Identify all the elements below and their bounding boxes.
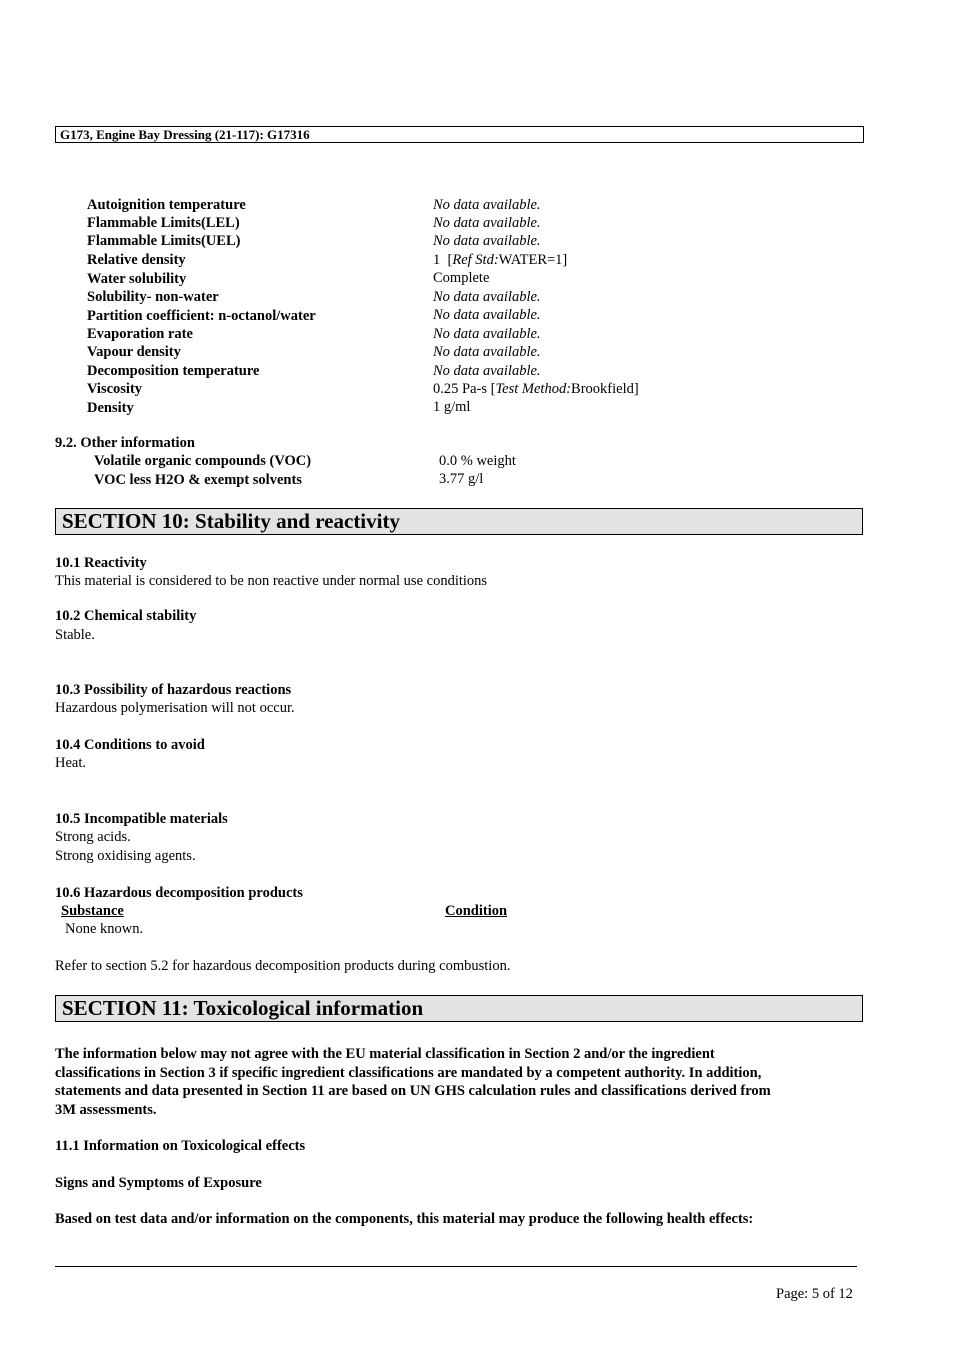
prop-label-uel: Flammable Limits(UEL)	[87, 233, 241, 249]
prop-value-autoignition: No data available.	[433, 197, 541, 213]
footer-divider	[55, 1266, 857, 1267]
prop-value-relative-density	[433, 251, 567, 270]
page-number: Page: 5 of 12	[776, 1286, 853, 1302]
hazardous-reactions-text: Hazardous polymerisation will not occur.	[55, 700, 295, 716]
voc-label: Volatile organic compounds (VOC)	[94, 453, 312, 469]
reactivity-text: This material is considered to be non reactive under normal use conditions	[55, 573, 488, 589]
conditions-text: Heat.	[55, 755, 86, 771]
voc-value: 0.0 % weight	[439, 453, 516, 469]
prop-value-water-solubility: Complete	[433, 270, 490, 286]
conditions-heading: 10.4 Conditions to avoid	[55, 737, 205, 753]
product-title: G173, Engine Bay Dressing (21-117): G17316	[60, 127, 310, 142]
prop-label-water-solubility: Water solubility	[87, 271, 187, 287]
section-11-header	[55, 995, 863, 1022]
viscosity-method-label: Test Method:	[495, 381, 572, 397]
decomposition-row: None known.	[65, 921, 144, 937]
section-10-title: SECTION 10: Stability and reactivity	[62, 509, 400, 533]
section-11-intro	[55, 1045, 855, 1119]
viscosity-value: 0.25 Pa-s [	[433, 381, 496, 397]
prop-value-lel: No data available.	[433, 215, 541, 231]
stability-text: Stable.	[55, 627, 95, 643]
prop-label-solubility-non-water: Solubility- non-water	[87, 289, 219, 305]
decomposition-heading: 10.6 Hazardous decomposition products	[55, 885, 303, 901]
relative-density-ref-label: Ref Std:	[452, 252, 499, 268]
prop-value-density: 1 g/ml	[433, 399, 471, 415]
intro-line-1: The information below may not agree with the EU material classification in Section 2 and/or the ingredient	[55, 1046, 715, 1062]
prop-label-vapour-density: Vapour density	[87, 344, 181, 360]
prop-value-solubility-non-water: No data available.	[433, 289, 541, 305]
prop-label-evaporation-rate: Evaporation rate	[87, 326, 193, 342]
prop-value-partition-coefficient: No data available.	[433, 307, 541, 323]
prop-label-viscosity: Viscosity	[87, 381, 143, 397]
reactivity-heading: 10.1 Reactivity	[55, 555, 147, 571]
stability-heading: 10.2 Chemical stability	[55, 608, 197, 624]
decomposition-refer-text: Refer to section 5.2 for hazardous decomposition products during combustion.	[55, 958, 511, 974]
relative-density-value: 1 [	[433, 252, 453, 268]
prop-value-viscosity	[433, 380, 639, 399]
relative-density-ref: WATER=1]	[498, 252, 568, 268]
intro-line-4: 3M assessments.	[55, 1101, 157, 1118]
prop-value-decomposition-temperature: No data available.	[433, 363, 541, 379]
viscosity-method: Brookfield]	[571, 381, 639, 397]
voc-less-value: 3.77 g/l	[439, 471, 484, 487]
prop-label-partition-coefficient: Partition coefficient: n-octanol/water	[87, 308, 316, 324]
incompatible-line-2: Strong oxidising agents.	[55, 848, 196, 864]
intro-line-2: classifications in Section 3 if specific ingredient classifications are mandated by a competent authority. In addition,	[55, 1064, 762, 1081]
other-info-heading: 9.2. Other information	[55, 435, 195, 451]
document-header	[55, 126, 864, 143]
condition-column-header: Condition	[445, 903, 508, 919]
substance-column-header: Substance	[61, 903, 124, 919]
intro-line-3: statements and data presented in Section 11 are based on UN GHS calculation rules and classifications derived from	[55, 1083, 771, 1099]
prop-value-uel: No data available.	[433, 233, 541, 249]
prop-label-decomposition-temperature: Decomposition temperature	[87, 363, 260, 379]
hazardous-reactions-heading: 10.3 Possibility of hazardous reactions	[55, 682, 292, 698]
health-effects-intro: Based on test data and/or information on the components, this material may produce the following health effects:	[55, 1211, 754, 1227]
prop-value-vapour-density: No data available.	[433, 344, 541, 360]
prop-label-lel: Flammable Limits(LEL)	[87, 215, 240, 231]
tox-effects-heading: 11.1 Information on Toxicological effects	[55, 1138, 306, 1154]
prop-value-evaporation-rate: No data available.	[433, 326, 541, 342]
section-10-header	[55, 508, 863, 535]
voc-less-label: VOC less H2O & exempt solvents	[94, 472, 302, 488]
prop-label-density: Density	[87, 400, 134, 416]
prop-label-autoignition: Autoignition temperature	[87, 197, 246, 213]
signs-symptoms-heading: Signs and Symptoms of Exposure	[55, 1175, 262, 1191]
section-11-title: SECTION 11: Toxicological information	[62, 996, 424, 1020]
prop-label-relative-density: Relative density	[87, 252, 186, 268]
incompatible-line-1: Strong acids.	[55, 829, 131, 845]
incompatible-heading: 10.5 Incompatible materials	[55, 811, 228, 827]
